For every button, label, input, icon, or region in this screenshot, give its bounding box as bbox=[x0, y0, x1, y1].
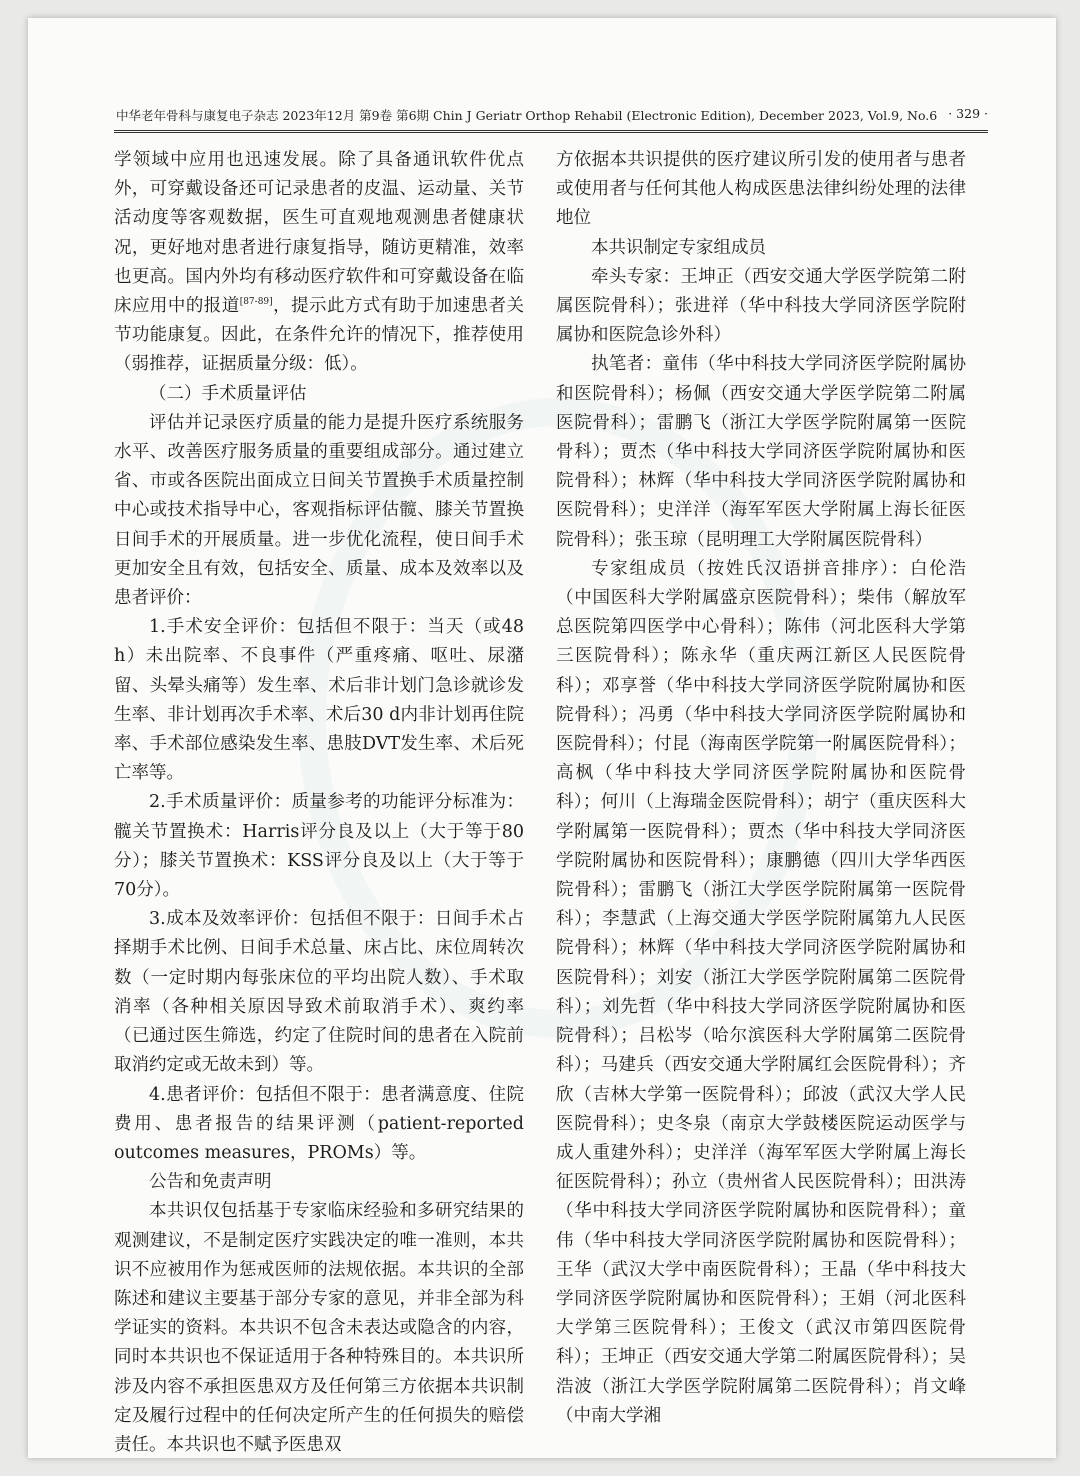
paragraph: 方依据本共识提供的医疗建议所引发的使用者与患者或使用者与任何其他人构成医患法律纠纷处理的法律地位 bbox=[556, 150, 966, 229]
paragraph: 本共识仅包括基于专家临床经验和多研究结果的观测建议，不是制定医疗实践决定的唯一准则，本共识不应被用作为惩戒医师的法规依据。本共识的全部陈述和建议主要基于部分专家的意见，并非全部为科学证实的资料。本共识不包含未表达或隐含的内容，同时本共识也不保证适用于各种特殊目的。本共识所涉及内容不承担医患双方及任何第三方依据本共识制定及履行过程中的任何决定所产生的任何损失的赔偿责任。本共识也不赋予医患双 bbox=[114, 1201, 524, 1455]
page-number: · 329 · bbox=[948, 106, 988, 121]
section-heading: 本共识制定专家组成员 bbox=[591, 237, 766, 258]
paragraph: 1.手术安全评价：包括但不限于：当天（或48 h）未出院率、不良事件（严重疼痛、呕吐、尿潴留、头晕头痛等）发生率、术后非计划门急诊就诊发生率、非计划再次手术率、术后30 d内非计划再住院率、手术部位感染发生率、患肢DVT发生率、术后死亡率等。 bbox=[114, 617, 524, 784]
paragraph-text: ，提示此方式有助于加速患者关节功能康复。因此，在条件允许的情况下，推荐使用（弱推荐，证据质量分级：低）。 bbox=[114, 296, 525, 375]
paragraph: 4.患者评价：包括但不限于：患者满意度、住院费用、患者报告的结果评测（patient-reported outcomes measures，PROMs）等。 bbox=[114, 1084, 524, 1163]
paragraph: 2.手术质量评价：质量参考的功能评分标准为：髋关节置换术：Harris评分良及以上（大于等于80分）；膝关节置换术：KSS评分良及以上（大于等于70分）。 bbox=[114, 792, 524, 901]
paragraph-text: 学领域中应用也迅速发展。除了具备通讯软件优点外，可穿戴设备还可记录患者的皮温、运动量、关节活动度等客观数据，医生可直观地观测患者健康状况，更好地对患者进行康复指导，随访更精准，效率也更高。国内外均有移动医疗软件和可穿戴设备在临床应用中的报道 bbox=[114, 150, 524, 317]
paragraph bbox=[114, 146, 524, 380]
citation: [87-89] bbox=[239, 297, 273, 308]
right-column bbox=[556, 146, 966, 1426]
header-rule bbox=[114, 130, 988, 133]
paragraph: 专家组成员（按姓氏汉语拼音排序）：白伦浩（中国医科大学附属盛京医院骨科）；柴伟（解放军总医院第四医学中心骨科）；陈伟（河北医科大学第三医院骨科）；陈永华（重庆两江新区人民医院骨科）；邓享誉（华中科技大学同济医学院附属协和医院骨科）；冯勇（华中科技大学同济医学院附属协和医院骨科）；付昆（海南医学院第一附属医院骨科）；高枫（华中科技大学同济医学院附属协和医院骨科）；何川（上海瑞金医院骨科）；胡宁（重庆医科大学附属第一医院骨科）；贾杰（华中科技大学同济医学院附属协和医院骨科）；康鹏德（四川大学华西医院骨科）；雷鹏飞（浙江大学医学院附属第一医院骨科）；李慧武（上海交通大学医学院附属第九人民医院骨科）；林辉（华中科技大学同济医学院附属协和医院骨科）；刘安（浙江大学医学院附属第二医院骨科）；刘先哲（华中科技大学同济医学院附属协和医院骨科）；吕松岑（哈尔滨医科大学附属第二医院骨科）；马建兵（西安交通大学附属红会医院骨科）；齐欣（吉林大学第一医院骨科）；邱波（武汉大学人民医院骨科）；史冬泉（南京大学鼓楼医院运动医学与成人重建外科）；史洋洋（海军军医大学附属上海长征医院骨科）；孙立（贵州省人民医院骨科）；田洪涛（华中科技大学同济医学院附属协和医院骨科）；童伟（华中科技大学同济医学院附属协和医院骨科）；王华（武汉大学中南医院骨科）；王晶（华中科技大学同济医学院附属协和医院骨科）；王娟（河北医科大学第三医院骨科）；王俊文（武汉市第四医院骨科）；王坤正（西安交通大学第二附属医院骨科）；吴浩波（浙江大学医学院附属第二医院骨科）；肖文峰（中南大学湘 bbox=[556, 558, 966, 1426]
journal-page bbox=[28, 18, 1056, 1458]
running-head-text: 中华老年骨科与康复电子杂志 2023年12月 第9卷 第6期 Chin J Geriatr Orthop Rehabil (Electronic Edition), December 2023, Vol.9, No.6 bbox=[116, 108, 938, 123]
section-heading: 公告和免责声明 bbox=[149, 1172, 272, 1193]
paragraph: 评估并记录医疗质量的能力是提升医疗系统服务水平、改善医疗服务质量的重要组成部分。通过建立省、市或各医院出面成立日间关节置换手术质量控制中心或技术指导中心，客观指标评估髋、膝关节置换日间手术的开展质量。进一步优化流程，使日间手术更加安全且有效，包括安全、质量、成本及效率以及患者评价： bbox=[114, 412, 524, 609]
paragraph: 牵头专家：王坤正（西安交通大学医学院第二附属医院骨科）；张进祥（华中科技大学同济医学院附属协和医院急诊外科） bbox=[556, 266, 966, 346]
paragraph: 执笔者：童伟（华中科技大学同济医学院附属协和医院骨科）；杨佩（西安交通大学医学院第二附属医院骨科）；雷鹏飞（浙江大学医学院附属第一医院骨科）；贾杰（华中科技大学同济医学院附属协和医院骨科）；林辉（华中科技大学同济医学院附属协和医院骨科）；史洋洋（海军军医大学附属上海长征医院骨科）；张玉琼（昆明理工大学附属医院骨科） bbox=[556, 354, 966, 550]
paragraph: 3.成本及效率评价：包括但不限于：日间手术占择期手术比例、日间手术总量、床占比、床位周转次数（一定时期内每张床位的平均出院人数）、手术取消率（各种相关原因导致术前取消手术）、爽约率（已通过医生筛选，约定了住院时间的患者在入院前取消约定或无故未到）等。 bbox=[114, 909, 524, 1076]
running-header bbox=[116, 106, 988, 128]
section-heading: （二）手术质量评估 bbox=[149, 383, 307, 404]
left-column bbox=[114, 146, 525, 1455]
